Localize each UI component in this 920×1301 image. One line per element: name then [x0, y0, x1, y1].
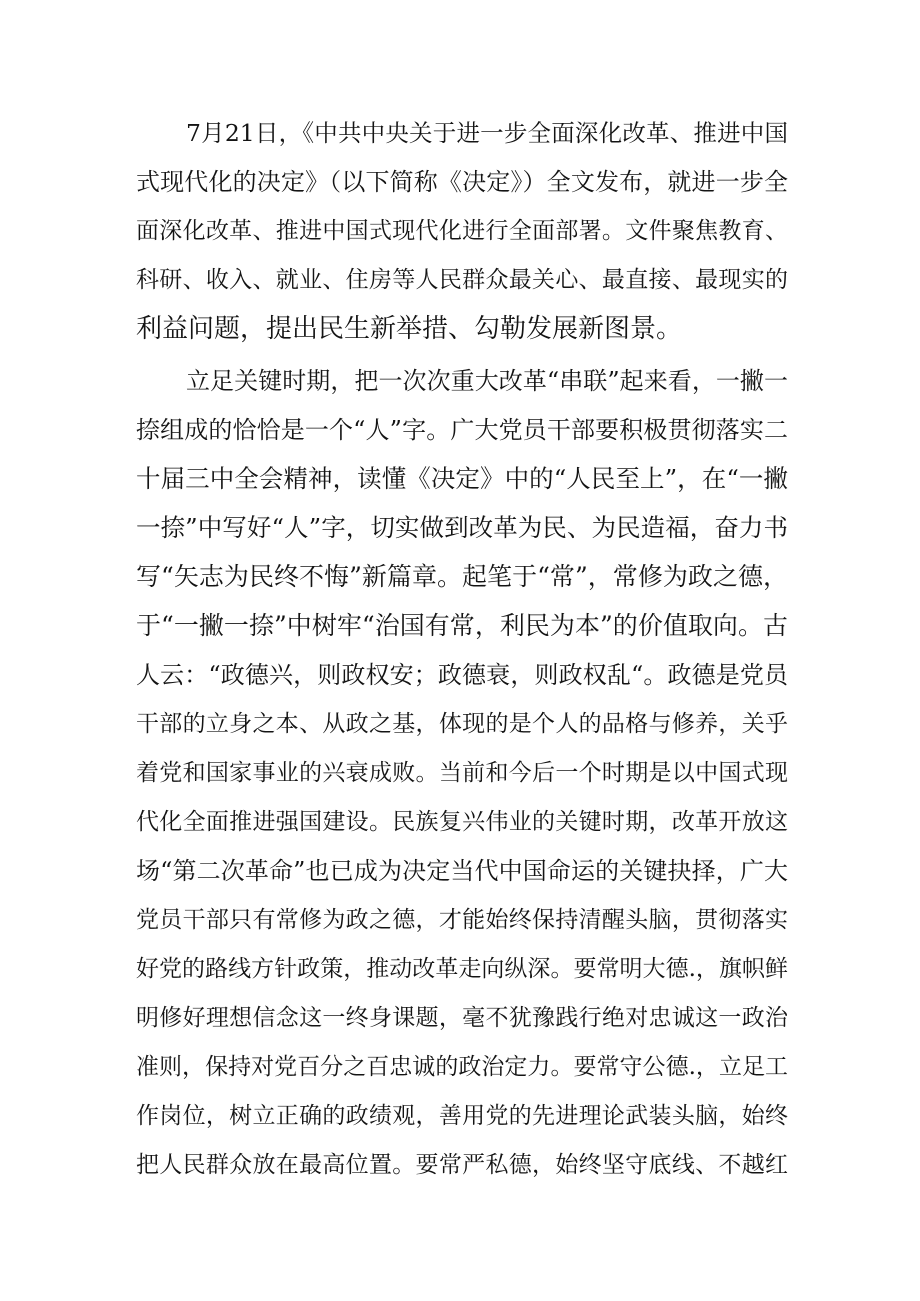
paragraph-line: 把人民群众放在最高位置。要常严私德，始终坚守底线、不越红 [136, 1152, 788, 1178]
paragraph-line: 代化全面推进强国建设。民族复兴伟业的关键时期，改革开放这 [136, 809, 788, 835]
paragraph-line: 式现代化的决定》（以下简称《决定》）全文发布，就进一步全 [136, 168, 788, 196]
paragraph-line: 着党和国家事业的兴衰成败。当前和今后一个时期是以中国式现 [136, 760, 788, 786]
paragraph-line: 7月21日，《中共中央关于进一步全面深化改革、推进中国 [186, 119, 788, 147]
paragraph-line: 科研、收入、就业、住房等人民群众最关心、最直接、最现实的 [136, 267, 788, 293]
paragraph-line: 准则，保持对党百分之百忠诚的政治定力。要常守公德.，立足工 [136, 1054, 788, 1080]
paragraph-line: 于“一撇一捺”中树牢“治国有常，利民为本”的价值取向。古 [136, 611, 788, 640]
paragraph-line: 作岗位，树立正确的政绩观，善用党的先进理论武装头脑，始终 [136, 1103, 788, 1129]
paragraph-line: 利益问题，提出民生新举措、勾勒发展新图景。 [136, 314, 683, 344]
paragraph-line: 面深化改革、推进中国式现代化进行全面部署。文件聚焦教育、 [136, 218, 788, 244]
paragraph-line: 十届三中全会精神，读懂《决定》中的“人民至上”，在“一撇 [136, 464, 788, 493]
paragraph-line: 党员干部只有常修为政之德，才能始终保持清醒头脑，贯彻落实 [136, 907, 788, 933]
paragraph-line: 写“矢志为民终不悔”新篇章。起笔于“常”，常修为政之德， [136, 562, 788, 591]
paragraph-line: 场“第二次革命”也已成为决定当代中国命运的关键抉择，广大 [136, 857, 788, 885]
paragraph-line: 好党的路线方针政策，推动改革走向纵深。要常明大德.，旗帜鲜 [136, 956, 788, 982]
paragraph-line: 人云：“政德兴，则政权安；政德衰，则政权乱“。政德是党员 [136, 661, 788, 689]
paragraph-line: 立足关键时期，把一次次重大改革“串联”起来看，一撇一 [186, 367, 788, 395]
paragraph-line: 捺组成的恰恰是一个“人”字。广大党员干部要积极贯彻落实二 [136, 416, 788, 444]
paragraph-line: 明修好理想信念这一终身课题，毫不犹豫践行绝对忠诚这一政治 [136, 1005, 788, 1031]
paragraph-line: 干部的立身之本、从政之基，体现的是个人的品格与修养，关乎 [136, 711, 788, 737]
paragraph-line: 一捺”中写好“人”字，切实做到改革为民、为民造福，奋力书 [136, 513, 788, 542]
